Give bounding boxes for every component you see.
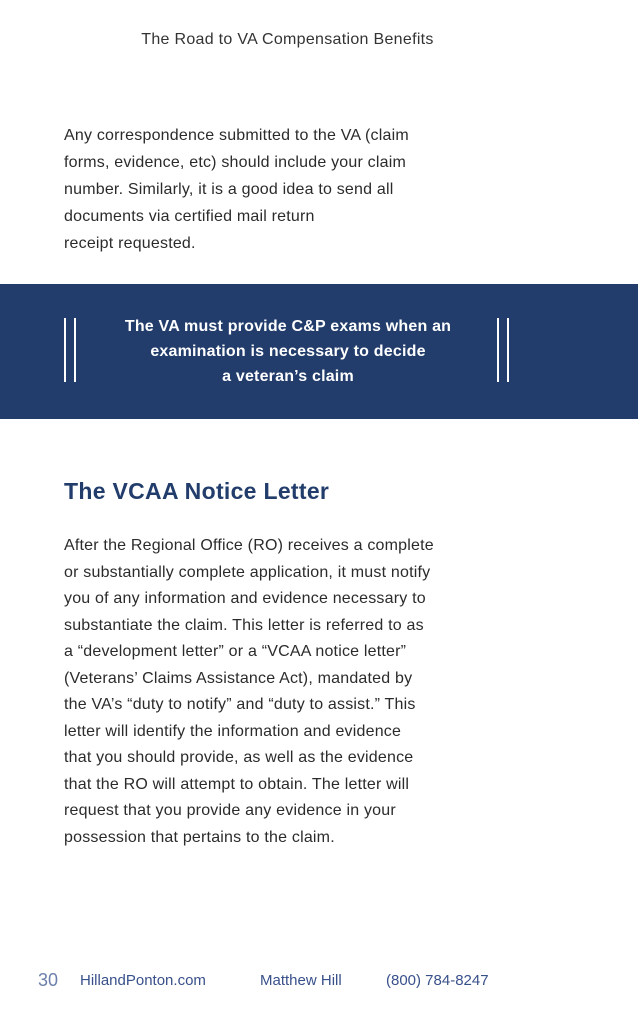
body-line: that you should provide, as well as the evidence — [64, 749, 414, 766]
body-line: letter will identify the information and evidence — [64, 722, 402, 740]
intro-line: documents via certified mail return — [64, 208, 315, 225]
running-header: The Road to VA Compensation Benefits — [141, 31, 434, 48]
footer-website: HillandPonton.com — [80, 972, 206, 989]
pull-quote-band — [0, 284, 638, 419]
footer-author-name: Matthew Hill — [260, 972, 342, 989]
quote-bar-right-inner — [497, 318, 499, 382]
body-line: possession that pertains to the claim. — [64, 828, 335, 846]
intro-line: receipt requested. — [64, 235, 196, 252]
body-line: substantiate the claim. This letter is referred to as — [64, 616, 424, 634]
body-line: After the Regional Office (RO) receives a complete — [64, 537, 434, 554]
footer-phone: (800) 784-8247 — [386, 972, 489, 989]
page-footer — [0, 972, 638, 996]
body-line: request that you provide any evidence in your — [64, 802, 396, 819]
page-number: 30 — [38, 970, 59, 990]
pull-quote-line: The VA must provide C&P exams when an — [124, 318, 452, 335]
body-line: the VA’s “duty to notify” and “duty to assist.” This — [64, 696, 416, 713]
quote-bar-left-inner — [74, 318, 76, 382]
intro-line: forms, evidence, etc) should include your claim — [64, 154, 406, 171]
pull-quote-line: a veteran’s claim — [222, 368, 354, 385]
quote-bar-left-outer — [64, 318, 66, 382]
body-line: a “development letter” or a “VCAA notice letter” — [64, 643, 407, 660]
body-paragraph — [64, 533, 534, 851]
quote-bar-right-outer — [507, 318, 509, 382]
intro-line: number. Similarly, it is a good idea to send all — [64, 181, 394, 198]
body-line: or substantially complete application, it must notify — [64, 563, 431, 581]
intro-paragraph — [64, 122, 524, 257]
intro-line: Any correspondence submitted to the VA (claim — [64, 127, 409, 144]
body-line: that the RO will attempt to obtain. The letter will — [64, 775, 410, 793]
pull-quote-text — [88, 314, 488, 389]
body-line: (Veterans’ Claims Assistance Act), mandated by — [64, 669, 413, 687]
pull-quote-line: examination is necessary to decide — [150, 343, 426, 360]
body-line: you of any information and evidence necessary to — [64, 590, 426, 607]
section-heading: The VCAA Notice Letter — [64, 478, 330, 504]
